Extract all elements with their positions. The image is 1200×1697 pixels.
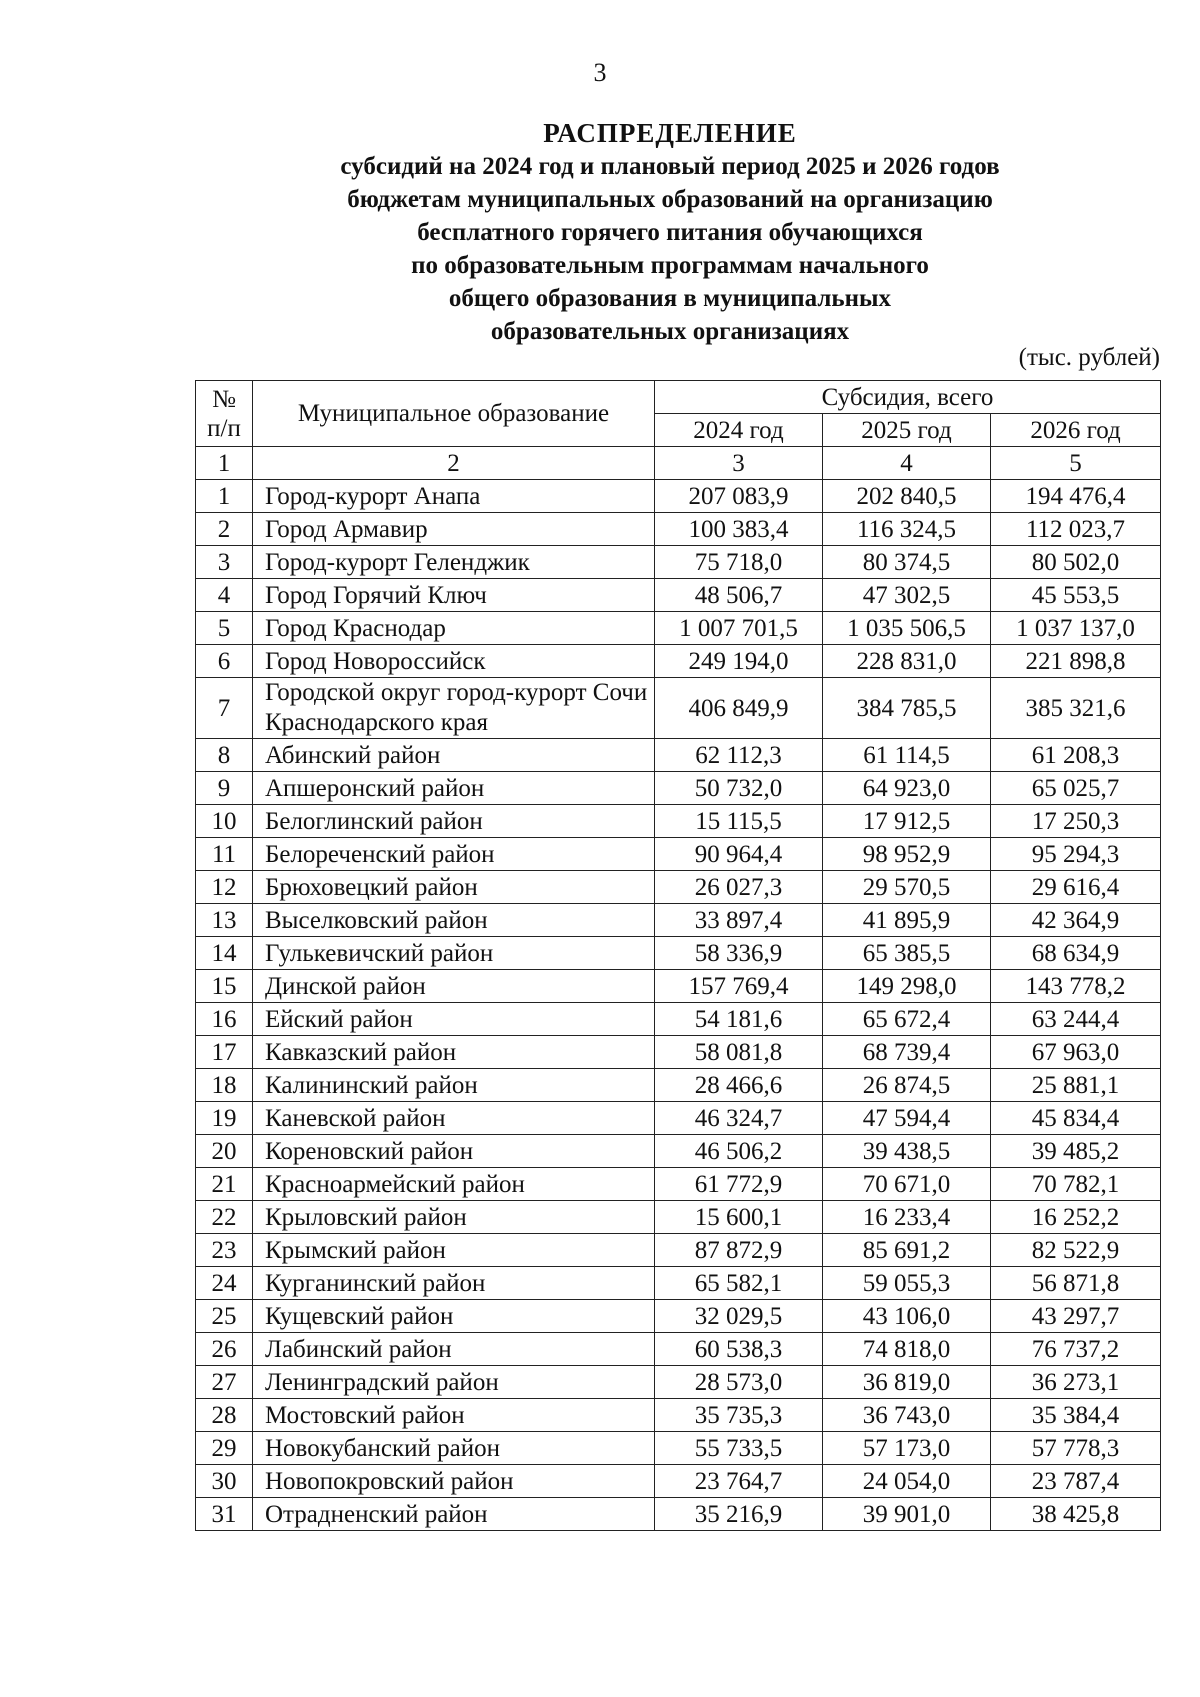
column-number: 5 xyxy=(991,447,1161,480)
row-value-2025: 24 054,0 xyxy=(823,1465,991,1498)
row-value-2024: 65 582,1 xyxy=(655,1267,823,1300)
column-number: 4 xyxy=(823,447,991,480)
row-municipality: Ленинградский район xyxy=(253,1366,655,1399)
row-municipality: Город-курорт Геленджик xyxy=(253,546,655,579)
row-value-2024: 35 216,9 xyxy=(655,1498,823,1531)
row-number: 25 xyxy=(196,1300,253,1333)
row-value-2025: 228 831,0 xyxy=(823,645,991,678)
row-value-2025: 80 374,5 xyxy=(823,546,991,579)
row-value-2024: 1 007 701,5 xyxy=(655,612,823,645)
row-municipality: Апшеронский район xyxy=(253,772,655,805)
table-row xyxy=(196,937,1161,970)
row-municipality: Брюховецкий район xyxy=(253,871,655,904)
table-row xyxy=(196,579,1161,612)
table-row xyxy=(196,1069,1161,1102)
row-value-2026: 38 425,8 xyxy=(991,1498,1161,1531)
document-title xyxy=(240,116,1100,348)
title-line: бесплатного горячего питания обучающихся xyxy=(417,219,923,246)
row-municipality: Город Горячий Ключ xyxy=(253,579,655,612)
table-row xyxy=(196,612,1161,645)
row-value-2026: 68 634,9 xyxy=(991,937,1161,970)
row-municipality: Абинский район xyxy=(253,739,655,772)
table-row xyxy=(196,838,1161,871)
row-value-2026: 82 522,9 xyxy=(991,1234,1161,1267)
row-value-2024: 62 112,3 xyxy=(655,739,823,772)
row-value-2024: 46 506,2 xyxy=(655,1135,823,1168)
row-number: 28 xyxy=(196,1399,253,1432)
row-value-2026: 143 778,2 xyxy=(991,970,1161,1003)
row-value-2025: 29 570,5 xyxy=(823,871,991,904)
row-municipality: Гулькевичский район xyxy=(253,937,655,970)
column-number: 1 xyxy=(196,447,253,480)
header-num-line2: п/п xyxy=(207,414,241,442)
row-value-2025: 26 874,5 xyxy=(823,1069,991,1102)
table-row xyxy=(196,1003,1161,1036)
title-line: общего образования в муниципальных xyxy=(448,285,892,312)
row-value-2024: 249 194,0 xyxy=(655,645,823,678)
table-row xyxy=(196,678,1161,739)
subsidy-table xyxy=(195,380,1161,1531)
row-municipality: Кущевский район xyxy=(253,1300,655,1333)
row-municipality: Отрадненский район xyxy=(253,1498,655,1531)
table-row xyxy=(196,1498,1161,1531)
row-number: 11 xyxy=(196,838,253,871)
row-value-2025: 64 923,0 xyxy=(823,772,991,805)
row-value-2026: 56 871,8 xyxy=(991,1267,1161,1300)
row-number: 19 xyxy=(196,1102,253,1135)
row-municipality: Город Краснодар xyxy=(253,612,655,645)
row-value-2024: 60 538,3 xyxy=(655,1333,823,1366)
row-value-2025: 36 743,0 xyxy=(823,1399,991,1432)
row-value-2024: 87 872,9 xyxy=(655,1234,823,1267)
table-row xyxy=(196,645,1161,678)
row-value-2026: 80 502,0 xyxy=(991,546,1161,579)
row-value-2025: 149 298,0 xyxy=(823,970,991,1003)
row-municipality: Кореновский район xyxy=(253,1135,655,1168)
row-number: 10 xyxy=(196,805,253,838)
header-municipality: Муниципальное образование xyxy=(253,381,655,447)
table-row xyxy=(196,1234,1161,1267)
row-value-2026: 61 208,3 xyxy=(991,739,1161,772)
row-value-2026: 385 321,6 xyxy=(991,678,1161,739)
header-row xyxy=(196,381,1161,414)
table-row xyxy=(196,1399,1161,1432)
row-value-2024: 157 769,4 xyxy=(655,970,823,1003)
title-line: субсидий на 2024 год и плановый период 2025 и 2026 годов xyxy=(340,153,1000,180)
title-line: по образовательным программам начального xyxy=(411,252,929,279)
row-value-2024: 48 506,7 xyxy=(655,579,823,612)
row-municipality: Калининский район xyxy=(253,1069,655,1102)
row-value-2026: 65 025,7 xyxy=(991,772,1161,805)
header-year-2024: 2024 год xyxy=(655,414,823,447)
row-value-2026: 112 023,7 xyxy=(991,513,1161,546)
row-value-2024: 46 324,7 xyxy=(655,1102,823,1135)
row-value-2026: 29 616,4 xyxy=(991,871,1161,904)
row-municipality: Ейский район xyxy=(253,1003,655,1036)
table-row xyxy=(196,1465,1161,1498)
row-municipality: Красноармейский район xyxy=(253,1168,655,1201)
row-number: 12 xyxy=(196,871,253,904)
row-municipality: Новопокровский район xyxy=(253,1465,655,1498)
row-value-2025: 1 035 506,5 xyxy=(823,612,991,645)
row-number: 30 xyxy=(196,1465,253,1498)
row-number: 18 xyxy=(196,1069,253,1102)
row-value-2026: 63 244,4 xyxy=(991,1003,1161,1036)
row-value-2024: 54 181,6 xyxy=(655,1003,823,1036)
row-value-2024: 32 029,5 xyxy=(655,1300,823,1333)
row-value-2026: 23 787,4 xyxy=(991,1465,1161,1498)
table-row xyxy=(196,1300,1161,1333)
row-value-2025: 47 594,4 xyxy=(823,1102,991,1135)
table-row xyxy=(196,739,1161,772)
row-value-2024: 90 964,4 xyxy=(655,838,823,871)
row-municipality: Динской район xyxy=(253,970,655,1003)
row-number: 22 xyxy=(196,1201,253,1234)
row-value-2024: 55 733,5 xyxy=(655,1432,823,1465)
table-row xyxy=(196,871,1161,904)
row-number: 5 xyxy=(196,612,253,645)
row-value-2025: 16 233,4 xyxy=(823,1201,991,1234)
header-num-line1: № xyxy=(212,385,236,413)
row-value-2025: 17 912,5 xyxy=(823,805,991,838)
row-value-2024: 15 115,5 xyxy=(655,805,823,838)
table-row xyxy=(196,1036,1161,1069)
row-value-2024: 58 336,9 xyxy=(655,937,823,970)
row-value-2024: 207 083,9 xyxy=(655,480,823,513)
header-year-2025: 2025 год xyxy=(823,414,991,447)
row-value-2025: 39 901,0 xyxy=(823,1498,991,1531)
row-value-2024: 26 027,3 xyxy=(655,871,823,904)
row-value-2025: 59 055,3 xyxy=(823,1267,991,1300)
row-value-2026: 39 485,2 xyxy=(991,1135,1161,1168)
table-body xyxy=(196,480,1161,1531)
row-value-2025: 65 672,4 xyxy=(823,1003,991,1036)
table-row xyxy=(196,1201,1161,1234)
row-value-2025: 70 671,0 xyxy=(823,1168,991,1201)
header-subsidy-total: Субсидия, всего xyxy=(655,381,1161,414)
row-value-2026: 42 364,9 xyxy=(991,904,1161,937)
table-row xyxy=(196,1366,1161,1399)
row-value-2025: 43 106,0 xyxy=(823,1300,991,1333)
header-year-2026: 2026 год xyxy=(991,414,1161,447)
row-number: 15 xyxy=(196,970,253,1003)
row-value-2026: 67 963,0 xyxy=(991,1036,1161,1069)
row-value-2025: 39 438,5 xyxy=(823,1135,991,1168)
row-municipality: Курганинский район xyxy=(253,1267,655,1300)
row-number: 2 xyxy=(196,513,253,546)
row-value-2024: 58 081,8 xyxy=(655,1036,823,1069)
row-number: 9 xyxy=(196,772,253,805)
row-value-2026: 36 273,1 xyxy=(991,1366,1161,1399)
row-municipality: Городской округ город-курорт Сочи Краснодарского края xyxy=(253,678,655,739)
row-municipality: Новокубанский район xyxy=(253,1432,655,1465)
row-number: 4 xyxy=(196,579,253,612)
row-municipality: Лабинский район xyxy=(253,1333,655,1366)
row-value-2024: 61 772,9 xyxy=(655,1168,823,1201)
row-value-2024: 33 897,4 xyxy=(655,904,823,937)
row-municipality: Крымский район xyxy=(253,1234,655,1267)
row-value-2026: 25 881,1 xyxy=(991,1069,1161,1102)
row-value-2025: 68 739,4 xyxy=(823,1036,991,1069)
row-value-2026: 45 553,5 xyxy=(991,579,1161,612)
row-value-2025: 61 114,5 xyxy=(823,739,991,772)
row-value-2024: 100 383,4 xyxy=(655,513,823,546)
row-number: 6 xyxy=(196,645,253,678)
page-number: 3 xyxy=(593,58,607,87)
row-municipality: Город Новороссийск xyxy=(253,645,655,678)
table-row xyxy=(196,904,1161,937)
row-value-2024: 15 600,1 xyxy=(655,1201,823,1234)
table-row xyxy=(196,1168,1161,1201)
header-num xyxy=(196,381,253,447)
row-number: 16 xyxy=(196,1003,253,1036)
row-value-2025: 202 840,5 xyxy=(823,480,991,513)
row-value-2026: 43 297,7 xyxy=(991,1300,1161,1333)
row-value-2024: 23 764,7 xyxy=(655,1465,823,1498)
row-value-2024: 28 466,6 xyxy=(655,1069,823,1102)
row-value-2024: 35 735,3 xyxy=(655,1399,823,1432)
units-label: (тыс. рублей) xyxy=(1018,344,1160,371)
row-number: 1 xyxy=(196,480,253,513)
table-row xyxy=(196,1267,1161,1300)
row-number: 13 xyxy=(196,904,253,937)
row-number: 23 xyxy=(196,1234,253,1267)
row-value-2025: 41 895,9 xyxy=(823,904,991,937)
row-value-2026: 70 782,1 xyxy=(991,1168,1161,1201)
row-number: 7 xyxy=(196,678,253,739)
row-municipality: Крыловский район xyxy=(253,1201,655,1234)
row-municipality: Город Армавир xyxy=(253,513,655,546)
row-value-2025: 116 324,5 xyxy=(823,513,991,546)
row-municipality: Каневской район xyxy=(253,1102,655,1135)
row-value-2025: 47 302,5 xyxy=(823,579,991,612)
row-municipality: Выселковский район xyxy=(253,904,655,937)
column-numbers-row xyxy=(196,447,1161,480)
table-row xyxy=(196,1432,1161,1465)
row-value-2025: 36 819,0 xyxy=(823,1366,991,1399)
row-value-2026: 95 294,3 xyxy=(991,838,1161,871)
row-value-2026: 45 834,4 xyxy=(991,1102,1161,1135)
row-number: 27 xyxy=(196,1366,253,1399)
row-number: 29 xyxy=(196,1432,253,1465)
row-value-2024: 75 718,0 xyxy=(655,546,823,579)
row-value-2026: 76 737,2 xyxy=(991,1333,1161,1366)
row-value-2026: 57 778,3 xyxy=(991,1432,1161,1465)
table-row xyxy=(196,546,1161,579)
title-line: бюджетам муниципальных образований на организацию xyxy=(347,186,993,213)
row-value-2026: 1 037 137,0 xyxy=(991,612,1161,645)
row-number: 3 xyxy=(196,546,253,579)
row-municipality: Белоглинский район xyxy=(253,805,655,838)
row-municipality: Мостовский район xyxy=(253,1399,655,1432)
table-row xyxy=(196,970,1161,1003)
table-row xyxy=(196,513,1161,546)
row-value-2026: 194 476,4 xyxy=(991,480,1161,513)
table-row xyxy=(196,1102,1161,1135)
row-value-2026: 16 252,2 xyxy=(991,1201,1161,1234)
row-number: 8 xyxy=(196,739,253,772)
table-row xyxy=(196,1333,1161,1366)
row-value-2024: 28 573,0 xyxy=(655,1366,823,1399)
row-municipality: Белореченский район xyxy=(253,838,655,871)
table-row xyxy=(196,480,1161,513)
row-number: 17 xyxy=(196,1036,253,1069)
row-value-2025: 57 173,0 xyxy=(823,1432,991,1465)
row-number: 21 xyxy=(196,1168,253,1201)
row-municipality: Город-курорт Анапа xyxy=(253,480,655,513)
row-municipality: Кавказский район xyxy=(253,1036,655,1069)
row-value-2024: 406 849,9 xyxy=(655,678,823,739)
row-value-2025: 85 691,2 xyxy=(823,1234,991,1267)
table-row xyxy=(196,772,1161,805)
row-value-2025: 98 952,9 xyxy=(823,838,991,871)
column-number: 2 xyxy=(253,447,655,480)
table-row xyxy=(196,805,1161,838)
row-number: 24 xyxy=(196,1267,253,1300)
row-value-2026: 17 250,3 xyxy=(991,805,1161,838)
row-value-2025: 74 818,0 xyxy=(823,1333,991,1366)
row-value-2025: 384 785,5 xyxy=(823,678,991,739)
table-row xyxy=(196,1135,1161,1168)
row-number: 20 xyxy=(196,1135,253,1168)
row-number: 14 xyxy=(196,937,253,970)
column-number: 3 xyxy=(655,447,823,480)
row-value-2026: 221 898,8 xyxy=(991,645,1161,678)
row-number: 26 xyxy=(196,1333,253,1366)
row-value-2024: 50 732,0 xyxy=(655,772,823,805)
title-main: РАСПРЕДЕЛЕНИЕ xyxy=(543,118,797,148)
title-line: образовательных организациях xyxy=(490,318,850,345)
row-value-2025: 65 385,5 xyxy=(823,937,991,970)
row-number: 31 xyxy=(196,1498,253,1531)
row-value-2026: 35 384,4 xyxy=(991,1399,1161,1432)
